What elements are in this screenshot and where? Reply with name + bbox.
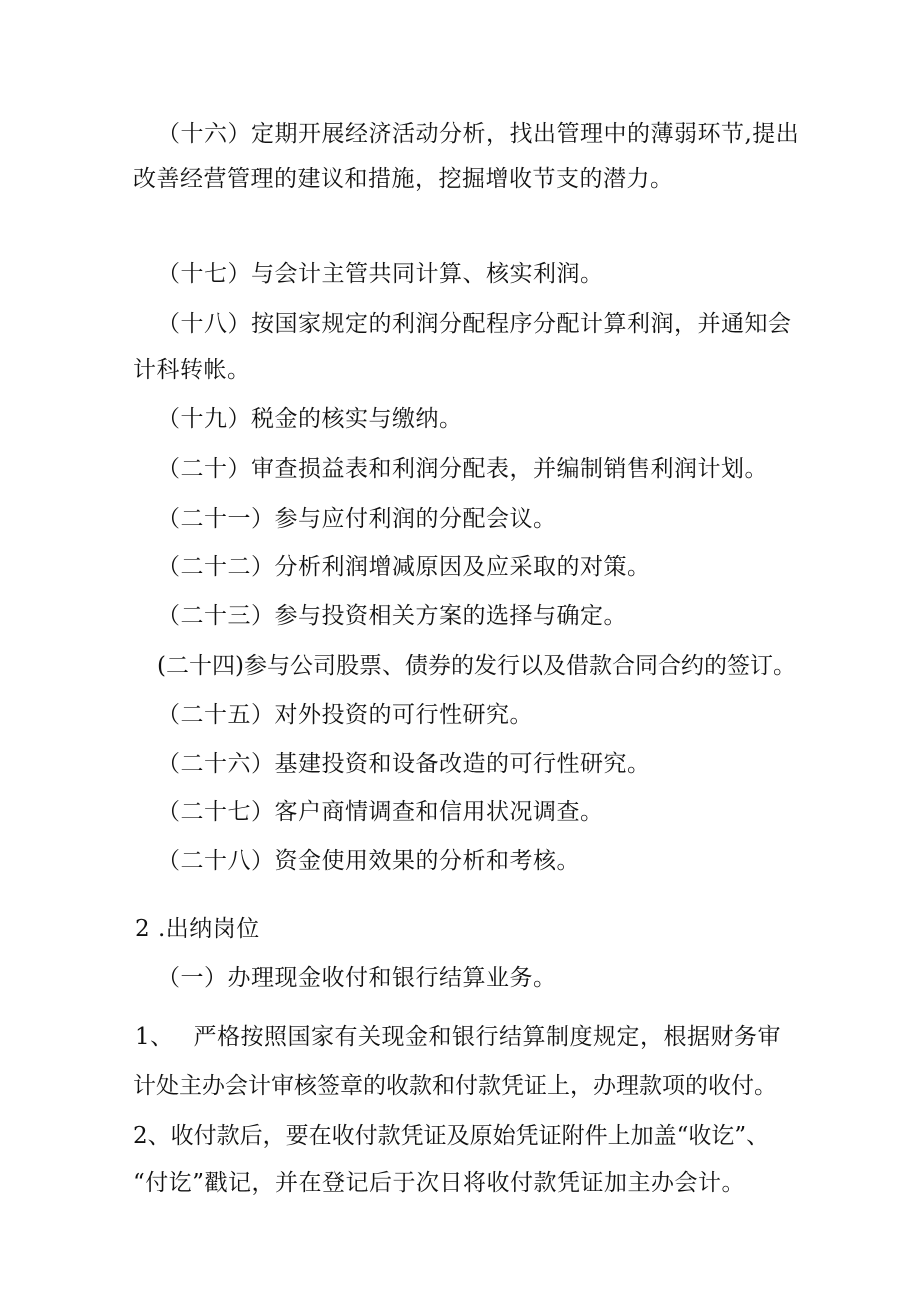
paragraph-27: （二十七）客户商情调查和信用状况调查。 <box>157 799 604 825</box>
paragraph-28: （二十八）资金使用效果的分析和考核。 <box>157 848 580 874</box>
paragraph-26: （二十六）基建投资和设备改造的可行性研究。 <box>157 751 651 777</box>
paragraph-24: (二十四)参与公司股票、债券的发行以及借款合同合约的签订。 <box>157 653 796 679</box>
paragraph-21: （二十一）参与应付利润的分配会议。 <box>157 506 557 532</box>
paragraph-22: （二十二）分析利润增减原因及应采取的对策。 <box>157 554 651 580</box>
paragraph-23: （二十三）参与投资相关方案的选择与确定。 <box>157 603 627 629</box>
cashier-rule-1-line-1: 1、 严格按照国家有关现金和银行结算制度规定，根据财务审 <box>135 1024 781 1050</box>
cashier-rule-2-line-2: “付讫”戳记，并在登记后于次日将收付款凭证加主办会计。 <box>133 1170 746 1196</box>
section-heading-cashier: 2 .出纳岗位 <box>135 916 260 942</box>
paragraph-20: （二十）审查损益表和利润分配表，并编制销售利润计划。 <box>157 456 768 482</box>
paragraph-18-line-2: 计科转帐。 <box>133 357 251 383</box>
paragraph-17: （十七）与会计主管共同计算、核实利润。 <box>157 261 604 287</box>
cashier-item-1: （一）办理现金收付和银行结算业务。 <box>157 965 557 991</box>
paragraph-18-line-1: （十八）按国家规定的利润分配程序分配计算利润，并通知会 <box>157 311 792 337</box>
paragraph-25: （二十五）对外投资的可行性研究。 <box>157 702 533 728</box>
paragraph-16-line-2: 改善经营管理的建议和措施，挖掘增收节支的潜力。 <box>133 166 674 192</box>
paragraph-19: （十九）税金的核实与缴纳。 <box>157 406 463 432</box>
cashier-rule-2-line-1: 2、收付款后，要在收付款凭证及原始凭证附件上加盖“收讫”、 <box>133 1123 770 1149</box>
paragraph-16-line-1: （十六）定期开展经济活动分析，找出管理中的薄弱环节,提出 <box>157 121 800 147</box>
cashier-rule-1-line-2: 计处主办会计审核签章的收款和付款凭证上，办理款项的收付。 <box>133 1073 777 1099</box>
